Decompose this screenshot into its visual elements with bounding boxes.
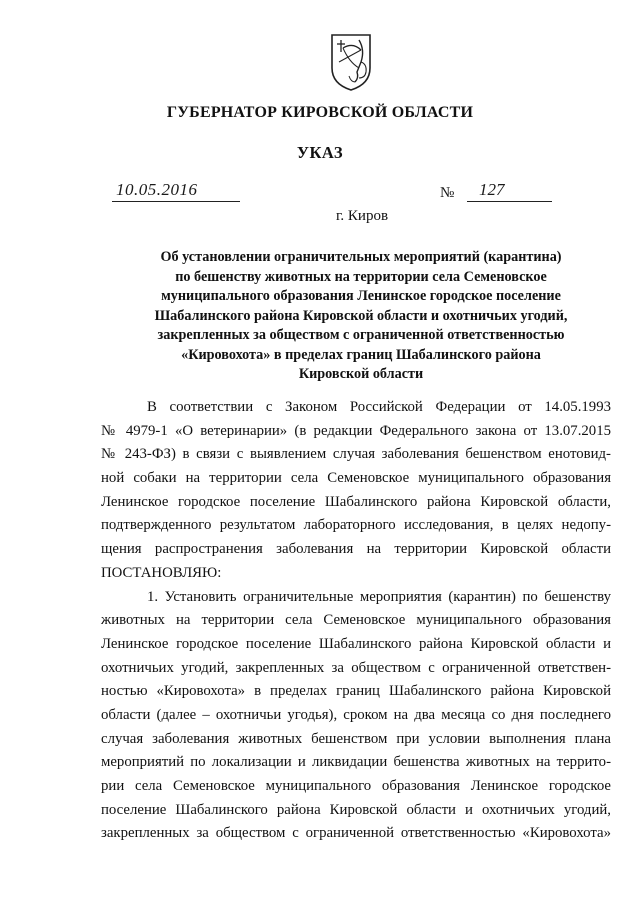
title-line: Кировской области [298,366,424,382]
decree-keyword: ПОСТАНОВЛЯЮ: [101,564,222,581]
title-line: Об установлении ограничительных мероприятий (карантина) [160,249,562,265]
title-line: Шабалинского района Кировской области и охотничьих угодий, [154,307,568,324]
title-line: закрепленных за обществом с ограниченной ответственностью [157,327,565,343]
body-line: Ленинское городское поселение Шабалинского района Кировской области и [101,635,611,652]
title-line: «Кировохота» в пределах границ Шабалинского района [181,346,541,363]
number-label: № [440,185,455,201]
body-line: ностью «Кировохота» в пределах границ Шабалинского района Кировской [101,683,611,700]
place-of-issue: г. Киров [335,208,389,224]
body-line: ной собаки на территории села Семеновское муниципального образования [101,470,611,487]
body-line: охотничьих угодий, закрепленных за обществом с ограниченной ответствен- [101,659,611,676]
kirov-oblast-coat-of-arms-icon [329,32,373,92]
body-line: В соответствии с Законом Российской Федерации от 14.05.1993 [147,399,611,415]
body-line: 1. Установить ограничительные мероприятия (карантин) по бешенству [147,588,611,605]
document-type: УКАЗ [296,143,344,162]
body-line: мероприятий по локализации и ликвидации бешенства животных на террито- [101,754,611,771]
body-line: животных на территории села Семеновское муниципального образования [101,612,611,629]
handwritten-date: 10.05.2016 [116,180,198,199]
handwritten-number: 127 [479,180,505,199]
body-line: Ленинское городское поселение Шабалинского района Кировской области, [101,493,611,510]
body-line: подтвержденного результатом лабораторного исследования, в целях недопу- [101,517,611,534]
body-line: области (далее – охотничьи угодья), сроком на два месяца со дня последнего [101,706,611,723]
body-line: № 4979-1 «О ветеринарии» (в редакции Федерального закона от 13.07.2015 [101,422,611,439]
body-line: № 243-ФЗ) в связи с выявлением случая заболевания бешенством енотовид- [101,446,611,463]
decree-body [101,396,611,846]
issuing-authority: ГУБЕРНАТОР КИРОВСКОЙ ОБЛАСТИ [166,104,474,121]
title-line: по бешенству животных на территории села Семеновское [175,268,547,285]
body-line: рии села Семеновское муниципального образования Ленинское городское [101,778,611,794]
body-line: закрепленных за обществом с ограниченной ответственностью «Кировохота» [101,825,611,842]
title-line: муниципального образования Ленинское городское поселение [161,288,561,304]
date-field [112,181,240,202]
body-line: щения распространения заболевания на территории Кировской области [101,541,611,558]
decree-title [130,248,592,385]
body-line: поселение Шабалинского района Кировской области и охотничьих угодий, [101,801,611,818]
body-line: случая заболевания животных бешенством при условии выполнения плана [101,730,611,747]
number-field [467,181,552,202]
